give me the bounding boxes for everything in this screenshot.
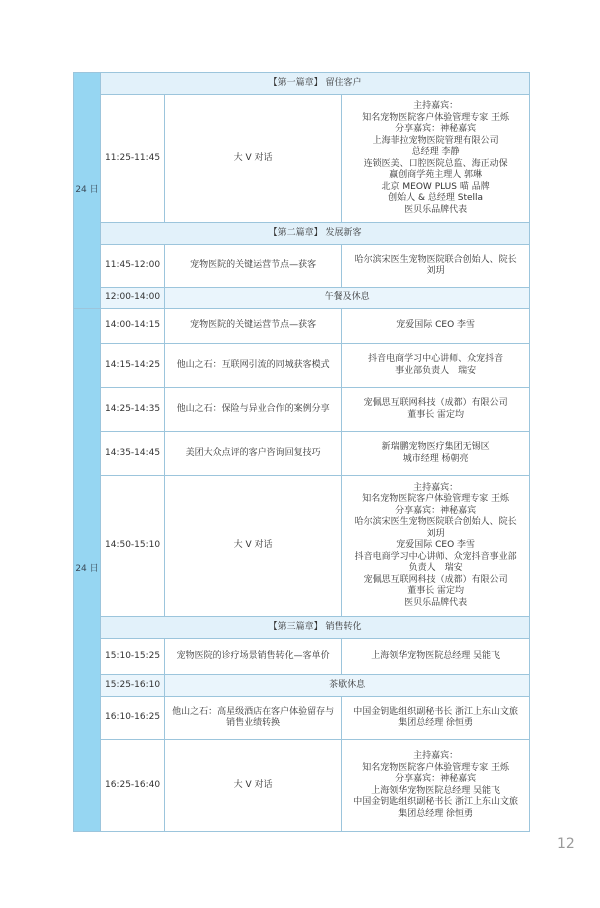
speaker-line: 北京 MEOW PLUS 喵 品牌 xyxy=(381,181,490,192)
session-time: 11:25-11:45 xyxy=(101,95,165,223)
speaker-line: 创始人 & 总经理 Stella xyxy=(388,193,484,203)
break-row xyxy=(74,288,530,309)
chapter-title: 【第一篇章】 留住客户 xyxy=(101,73,530,95)
session-speakers xyxy=(342,388,530,432)
session-speakers xyxy=(342,309,530,344)
speaker-line: 上海菲拉宠物医院管理有限公司 xyxy=(372,135,499,146)
page-number: 12 xyxy=(557,836,575,852)
speaker-line: 刘玥 xyxy=(426,266,445,276)
day-label: 24 日 xyxy=(74,73,101,309)
speaker-line: 分享嘉宾：神秘嘉宾 xyxy=(395,505,477,516)
speaker-line: 上海领华宠物医院总经理 吴能飞 xyxy=(371,785,501,796)
session-speakers xyxy=(342,740,530,832)
session-row xyxy=(74,245,530,288)
break-time: 12:00-14:00 xyxy=(101,288,165,309)
speaker-line: 中国金钥匙组织副秘书长 浙江上东山文旅 xyxy=(353,706,519,717)
speaker-line: 总经理 李静 xyxy=(411,147,460,157)
speaker-line: 中国金钥匙组织副秘书长 浙江上东山文旅 xyxy=(353,797,519,807)
speaker-line: 知名宠物医院客户体验管理专家 王烁 xyxy=(362,494,510,505)
session-row xyxy=(74,95,530,223)
session-time: 14:00-14:15 xyxy=(101,309,165,344)
session-row xyxy=(74,344,530,388)
session-topic: 大 V 对话 xyxy=(165,476,342,617)
chapter-row xyxy=(74,73,530,95)
speaker-line: 哈尔滨宋医生宠物医院联合创始人、院长 xyxy=(354,517,517,528)
session-row xyxy=(74,309,530,344)
session-row xyxy=(74,697,530,740)
session-speakers xyxy=(342,245,530,288)
session-speakers xyxy=(342,344,530,388)
session-speakers xyxy=(342,697,530,740)
session-topic: 他山之石：保险与异业合作的案例分享 xyxy=(165,388,342,432)
session-topic: 大 V 对话 xyxy=(165,740,342,832)
speaker-line: 刘玥 xyxy=(426,528,445,539)
speaker-line: 医贝乐品牌代表 xyxy=(404,204,468,215)
speaker-line: 连锁医美、口腔医院总监、海正动保 xyxy=(363,158,508,169)
session-time: 15:10-15:25 xyxy=(101,639,165,675)
speaker-line: 宠爱国际 CEO 李雪 xyxy=(396,320,476,331)
session-time: 11:45-12:00 xyxy=(101,245,165,288)
speaker-line: 宠爱国际 CEO 李雪 xyxy=(396,540,476,551)
speaker-line: 宠佩思互联网科技（成都）有限公司 xyxy=(363,398,508,408)
day-label: 24 日 xyxy=(74,309,101,832)
speaker-line: 抖音电商学习中心讲师、众宠抖音 xyxy=(368,354,504,364)
speaker-line: 事业部负责人 瑞安 xyxy=(395,365,477,376)
speaker-line: 集团总经理 徐恒勇 xyxy=(398,808,474,819)
speaker-line: 宠佩思互联网科技（成都）有限公司 xyxy=(363,574,508,585)
chapter-row xyxy=(74,617,530,639)
session-row xyxy=(74,639,530,675)
session-topic: 宠物医院的关键运营节点—获客 xyxy=(165,245,342,288)
session-topic: 宠物医院的关键运营节点—获客 xyxy=(165,309,342,344)
speaker-line: 董事长 雷定均 xyxy=(407,409,465,420)
speaker-line: 分享嘉宾：神秘嘉宾 xyxy=(395,774,477,784)
chapter-title: 【第三篇章】 销售转化 xyxy=(101,617,530,639)
speaker-line: 主持嘉宾： xyxy=(413,482,459,493)
speaker-line: 抖音电商学习中心讲师、众宠抖音事业部 xyxy=(354,551,517,562)
speaker-line: 集团总经理 徐恒勇 xyxy=(398,718,474,728)
speaker-line: 上海领华宠物医院总经理 吴能飞 xyxy=(371,650,501,661)
break-time: 15:25-16:10 xyxy=(101,675,165,697)
session-topic: 他山之石：互联网引流的同城获客模式 xyxy=(165,344,342,388)
session-time: 14:35-14:45 xyxy=(101,432,165,476)
speaker-line: 负责人 瑞安 xyxy=(408,563,463,574)
session-time: 16:10-16:25 xyxy=(101,697,165,740)
speaker-line: 新瑞鹏宠物医疗集团无锡区 xyxy=(381,442,490,452)
speaker-line: 城市经理 杨朝亮 xyxy=(402,453,469,464)
break-label: 茶歇休息 xyxy=(165,675,530,697)
session-row xyxy=(74,476,530,617)
session-time: 14:50-15:10 xyxy=(101,476,165,617)
speaker-line: 知名宠物医院客户体验管理专家 王烁 xyxy=(362,762,510,773)
speaker-line: 主持嘉宾： xyxy=(413,751,459,761)
break-row xyxy=(74,675,530,697)
session-topic: 他山之石：高星级酒店在客户体验留存与销售业绩转换 xyxy=(165,697,342,740)
session-topic: 大 V 对话 xyxy=(165,95,342,223)
speaker-line: 董事长 雷定均 xyxy=(407,586,465,597)
speaker-line: 哈尔滨宋医生宠物医院联合创始人、院长 xyxy=(354,254,517,265)
session-speakers xyxy=(342,432,530,476)
speaker-line: 分享嘉宾：神秘嘉宾 xyxy=(395,124,477,134)
session-row xyxy=(74,432,530,476)
session-time: 14:15-14:25 xyxy=(101,344,165,388)
session-speakers xyxy=(342,639,530,675)
session-topic: 宠物医院的诊疗场景销售转化—客单价 xyxy=(165,639,342,675)
speaker-line: 主持嘉宾： xyxy=(413,101,459,111)
schedule-table xyxy=(73,72,530,832)
session-speakers xyxy=(342,476,530,617)
speaker-line: 医贝乐品牌代表 xyxy=(404,597,468,608)
session-row xyxy=(74,740,530,832)
speaker-line: 赢创商学苑主理人 郭琳 xyxy=(389,170,483,180)
chapter-row xyxy=(74,223,530,245)
session-time: 14:25-14:35 xyxy=(101,388,165,432)
session-time: 16:25-16:40 xyxy=(101,740,165,832)
break-label: 午餐及休息 xyxy=(165,288,530,309)
session-speakers xyxy=(342,95,530,223)
speaker-line: 知名宠物医院客户体验管理专家 王烁 xyxy=(362,112,510,123)
session-row xyxy=(74,388,530,432)
session-topic: 美团大众点评的客户咨询回复技巧 xyxy=(165,432,342,476)
chapter-title: 【第二篇章】 发展新客 xyxy=(101,223,530,245)
